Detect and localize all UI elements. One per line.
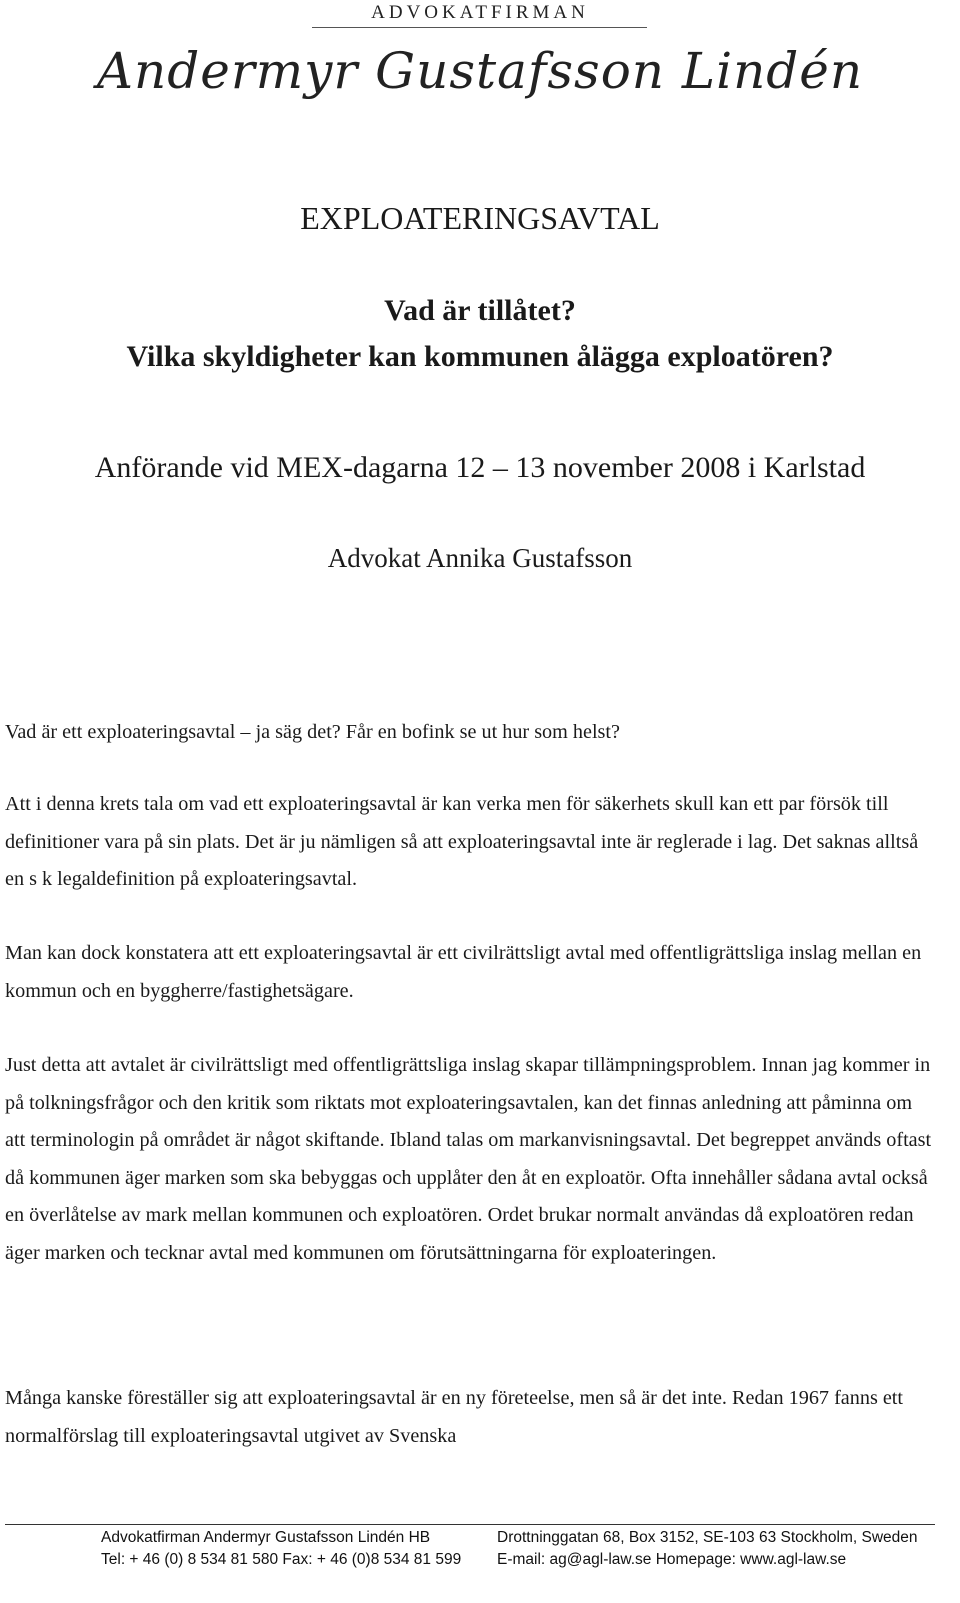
footer-rule (5, 1524, 935, 1525)
speaker-line: Advokat Annika Gustafsson (327, 543, 633, 573)
letterhead (0, 0, 960, 110)
subtitle-line-2: Vilka skyldigheter kan kommunen ålägga exploatören? (126, 340, 834, 373)
firm-name-caps: ADVOKATFIRMAN (371, 2, 589, 23)
letterhead-rule (312, 27, 647, 28)
footer-right-column (497, 1527, 918, 1571)
paragraph-2: Att i denna krets tala om vad ett exploateringsavtal är kan verka men för säkerhets skull kan ett par försök till definitioner vara på sin plats. Det är ju nämligen så att exploateringsavtal inte är reglerade i lag. Det saknas alltså en s k legaldefinition på exploateringsavtal. (5, 793, 919, 890)
occasion-line: Anförande vid MEX-dagarna 12 – 13 november 2008 i Karlstad (94, 451, 866, 484)
footer-phone-fax: Tel: + 46 (0) 8 534 81 580 Fax: + 46 (0)8 534 81 599 (101, 1551, 462, 1568)
paragraph-4: Just detta att avtalet är civilrättsligt med offentligrättsliga inslag skapar tillämpningsproblem. Innan jag kommer in på tolkningsfrågor och den kritik som riktats mot exploateringsavtalen, kan det finnas anledning att påminna om att terminologin på området är något skiftande. Ibland talas om markanvisningsavtal. Det begreppet används oftast då kommunen äger marken som ska bebyggas och upplåter den åt en exploatör. Ofta innehåller sådana avtal också en överlåtelse av mark mellan kommunen och exploatören. Ordet brukar normalt användas då exploatören redan äger marken och tecknar avtal med kommunen om förutsättningarna för exploateringen. (5, 1054, 932, 1264)
paragraph-3: Man kan dock konstatera att ett exploateringsavtal är ett civilrättsligt avtal med offentligrättsliga inslag mellan en kommun och en byggherre/fastighetsägare. (5, 942, 922, 1002)
footer-email-homepage: E-mail: ag@agl-law.se Homepage: www.agl-law.se (497, 1551, 847, 1568)
footer-address: Drottninggatan 68, Box 3152, SE-103 63 Stockholm, Sweden (497, 1529, 918, 1546)
paragraph-5: Många kanske föreställer sig att exploateringsavtal är en ny företeelse, men så är det inte. Redan 1967 fanns ett normalförslag till exploateringsavtal utgivet av Svenska (5, 1387, 904, 1447)
document-subtitle (0, 288, 960, 380)
paragraph-1: Vad är ett exploateringsavtal – ja säg det? Får en bofink se ut hur som helst? (5, 721, 620, 743)
footer-firm-name: Advokatfirman Andermyr Gustafsson Lindén HB (101, 1529, 431, 1546)
subtitle-line-1: Vad är tillåtet? (384, 294, 576, 327)
footer-left-column (101, 1527, 461, 1571)
firm-logo-script: Andermyr Gustafsson Lindén (96, 42, 864, 100)
document-title: EXPLOATERINGSAVTAL (300, 200, 660, 236)
